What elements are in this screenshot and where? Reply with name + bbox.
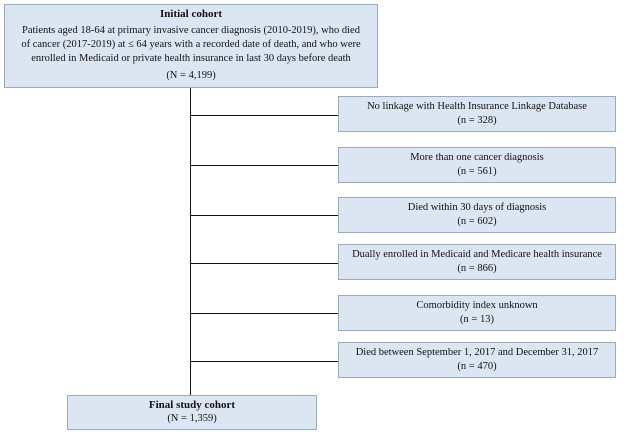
exclusion-label: Died between September 1, 2017 and December 31, 2017 — [355, 347, 599, 358]
exclusion-count: (n = 866) — [457, 263, 497, 274]
exclusion-box-died-within-30-days — [338, 197, 616, 233]
exclusion-connector-6 — [190, 361, 338, 362]
exclusion-count: (n = 13) — [460, 314, 494, 325]
initial-cohort-title: Initial cohort — [159, 8, 223, 20]
exclusion-box-comorbidity-unknown — [338, 295, 616, 331]
exclusion-label: More than one cancer diagnosis — [410, 152, 544, 163]
initial-cohort-box — [4, 4, 378, 88]
exclusion-label: No linkage with Health Insurance Linkage Database — [367, 101, 587, 112]
initial-cohort-count: (N = 4,199) — [166, 70, 216, 81]
exclusion-label: Died within 30 days of diagnosis — [407, 202, 547, 213]
exclusion-count: (n = 328) — [457, 115, 497, 126]
exclusion-connector-5 — [190, 313, 338, 314]
exclusion-count: (n = 470) — [457, 361, 497, 372]
initial-cohort-description-line-3: enrolled in Medicaid or private health insurance in last 30 days before death — [31, 53, 351, 64]
exclusion-box-no-linkage — [338, 96, 616, 132]
initial-cohort-description-line-2: of cancer (2017-2019) at ≤ 64 years with a recorded date of death, and who were — [21, 39, 361, 50]
exclusion-box-multiple-diagnoses — [338, 147, 616, 183]
exclusion-connector-1 — [190, 115, 338, 116]
exclusion-label: Comorbidity index unknown — [416, 300, 538, 311]
exclusion-connector-2 — [190, 165, 338, 166]
exclusion-connector-4 — [190, 263, 338, 264]
final-cohort-box — [67, 395, 317, 430]
final-cohort-count: (N = 1,359) — [167, 413, 217, 424]
initial-cohort-description-line-1: Patients aged 18-64 at primary invasive cancer diagnosis (2010-2019), who died — [22, 25, 360, 36]
exclusion-box-dually-enrolled — [338, 244, 616, 280]
flow-trunk-line — [190, 88, 191, 395]
exclusion-count: (n = 602) — [457, 216, 497, 227]
exclusion-label: Dually enrolled in Medicaid and Medicare health insurance — [352, 249, 602, 260]
final-cohort-title: Final study cohort — [148, 399, 236, 411]
exclusion-count: (n = 561) — [457, 166, 497, 177]
exclusion-box-died-late-2017 — [338, 342, 616, 378]
exclusion-connector-3 — [190, 215, 338, 216]
